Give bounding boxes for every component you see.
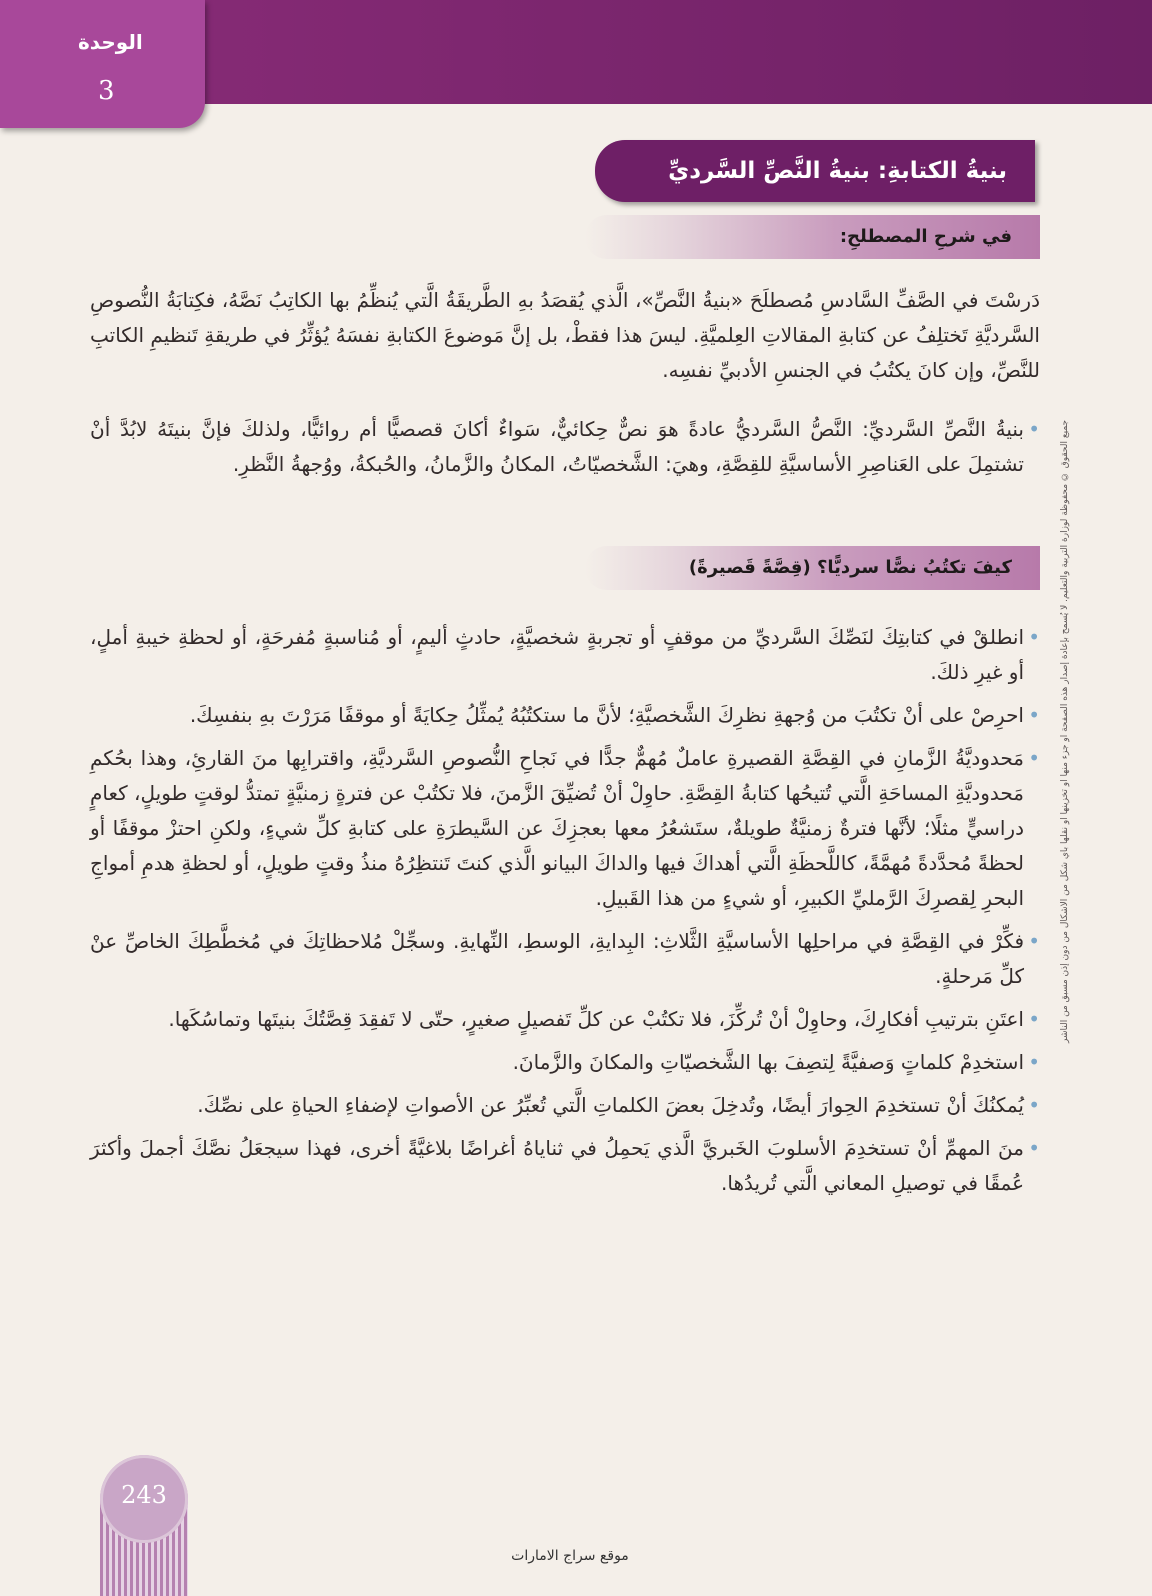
bullet-narrative-structure: • بنيةُ النَّصِّ السَّرديِّ: النَّصُّ السَّرديُّ عادةً هوَ نصٌّ حِكائيٌّ، سَواءٌ أكانَ قصصيًّا أم روائيًّا، ولذلكَ فإنَّ بنيتَهُ لابُدَّ أنْ تشتمِلَ على العَناصِرِ الأساسيَّةِ للقِصَّةِ، وهيَ: الشَّخصيّاتُ، المكانُ والزَّمانُ، والحُبكةُ، ووُجهةُ النَّظرِ.	[90, 412, 1040, 482]
copyright-side-note: جميع الحقوق © محفوظة لوزارة التربية والتعليم. لا يُسمح بإعادة إصدار هذه الصفحة أو جزء منها أو تخزينها أو نقلها بأي شكل من الأشكال من دون إذن مسبق من الناشر	[1060, 420, 1070, 1044]
list-item: • اعتَنِ بترتيبِ أفكارِكَ، وحاوِلْ أنْ تُركِّزَ، فلا تكتُبْ عن كلِّ تَفصيلٍ صغيرٍ، حتّى لا تَفقِدَ قِصَّتُكَ بنيتَها وتماسُكَها.	[90, 1002, 1040, 1037]
footer-watermark: موقع سراج الامارات	[511, 1548, 629, 1564]
list-item: • منَ المهمِّ أنْ تستخدِمَ الأسلوبَ الخَبريَّ الَّذي يَحمِلُ في ثناياهُ أغراضًا بلاغيَّةً أخرى، فهذا سيجعَلُ نصَّكَ أجملَ وأكثرَ عُمقًا في توصيلِ المعاني الَّتي تُريدُها.	[90, 1131, 1040, 1201]
page-number: 243	[100, 1455, 188, 1543]
unit-number: 3	[98, 76, 115, 106]
tips-list	[90, 620, 1040, 1209]
list-item: • احرِصْ على أنْ تكتُبَ من وُجهةِ نظرِكَ الشَّخصيَّةِ؛ لأنَّ ما ستكتُبُهُ يُمثِّلُ حِكايَةً أو موقفًا مَرَرْتَ بهِ بنفسِكَ.	[90, 698, 1040, 733]
intro-paragraph: دَرسْتَ في الصَّفِّ السَّادسِ مُصطلَحَ «بنيةُ النَّصِّ»، الَّذي يُقصَدُ بهِ الطَّريقَةُ الَّتي يُنظِّمُ بها الكاتِبُ نَصَّهُ، فكِتابَةُ النُّصوصِ السَّرديَّةِ تَختلِفُ عن كتابةِ المقالاتِ العِلميَّةِ. ليسَ هذا فقطْ، بل إنَّ مَوضوعَ الكتابةِ نفسَهُ يُؤثِّرُ في طريقةِ تَنظيمِ الكاتبِ للنَّصِّ، وإن كانَ يكتُبُ في الجنسِ الأدبيِّ نفسِه.	[90, 288, 1040, 382]
list-item: • فكِّرْ في القِصَّةِ في مراحلِها الأساسيَّةِ الثَّلاثِ: البِدايةِ، الوسطِ، النِّهايةِ. وسجِّلْ مُلاحظاتِكَ في مُخطَّطِكَ الخاصِّ عنْ كلِّ مَرحلةٍ.	[90, 924, 1040, 994]
unit-label: الوحدة	[78, 30, 143, 54]
section-heading-term: في شرحِ المصطلحِ:	[585, 215, 1040, 259]
list-item: • استخدِمْ كلماتٍ وَصفيَّةً لِتصِفَ بها الشَّخصيّاتِ والمكانَ والزَّمانَ.	[90, 1045, 1040, 1080]
list-item: • انطلقْ في كتابتِكَ لنَصِّكَ السَّرديِّ من موقفٍ أو تجربةٍ شخصيَّةٍ، حادثٍ أليمٍ، أو مُناسبةٍ مُفرحَةٍ، أو لحظةِ خيبةِ أملٍ، أو غيرِ ذلكَ.	[90, 620, 1040, 690]
section-heading-how-to: كيفَ تكتُبُ نصًّا سرديًّا؟ (قِصَّةً قَصيرةً)	[585, 546, 1040, 590]
page-title: بنيةُ الكتابةِ: بنيةُ النَّصِّ السَّرديِّ	[595, 140, 1035, 202]
list-item: • يُمكنُكَ أنْ تستخدِمَ الحِوارَ أيضًا، وتُدخِلَ بعضَ الكلماتِ الَّتي تُعبِّرُ عن الأصواتِ لإضفاءِ الحياةِ على نصِّكَ.	[90, 1088, 1040, 1123]
list-item: • مَحدوديَّةُ الزَّمانِ في القِصَّةِ القصيرةِ عاملٌ مُهمٌّ جدًّا في نَجاحِ النُّصوصِ السَّرديَّةِ، واقترابِها منَ القارئِ، وهذا بحُكمِ مَحدوديَّةِ المساحَةِ الَّتي تُتيحُها كتابةُ القِصَّةِ. حاوِلْ أنْ تُضيِّقَ الزَّمنَ، فلا تكتُبْ عن فترةٍ زمنيَّةٍ تمتدُّ لوقتٍ طويلٍ، كعامٍ دراسيٍّ مثلًا؛ لأنَّها فترةٌ زمنيَّةٌ طويلةٌ، ستَشعُرُ معها بعجزِكَ عن السَّيطرَةِ على كتابةِ كلِّ شيءٍ، ولكنِ احتزْ موقفًا أو لحظةً مُحدَّدةً مُهمَّةً، كاللَّحظَةِ الَّتي أهداكَ فيها والداكَ البيانو الَّذي كنتَ تَنتظِرُهُ منذُ وقتٍ طويلٍ، أو لحظةِ هدمِ أمواجِ البحرِ لِقصرِكَ الرَّمليِّ الكبيرِ، أو شيءٍ من هذا القَبيلِ.	[90, 741, 1040, 916]
unit-tab	[0, 0, 205, 128]
